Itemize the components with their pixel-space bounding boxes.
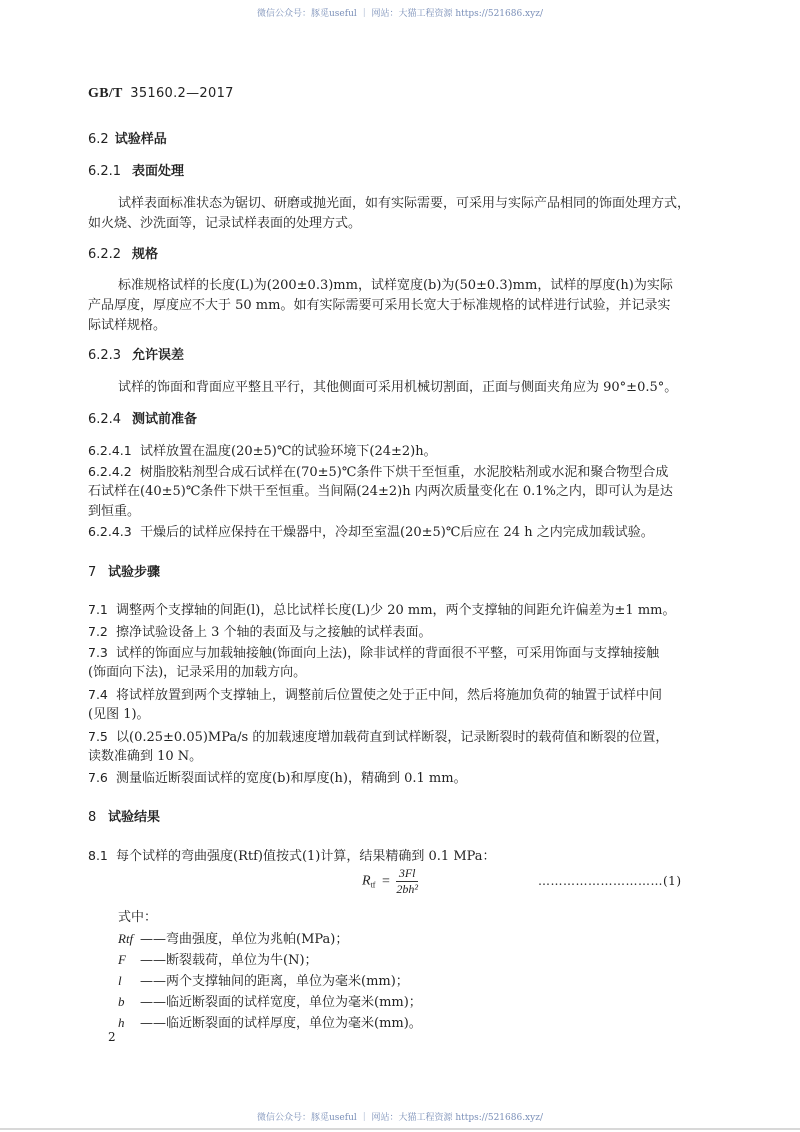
heading-number: 6.2.2 (88, 247, 122, 262)
clause-text: 擦净试验设备上 3 个轴的表面及与之接触的试样表面。 (116, 625, 432, 640)
std-prefix: GB/T (88, 86, 123, 101)
clause-number: 7.3 (88, 645, 108, 660)
heading-number: 6.2 (88, 132, 109, 147)
clause-text: 树脂胶粘剂型合成石试样在(70±5)℃条件下烘干至恒重，水泥胶粘剂或水泥和聚合物型合成 (140, 465, 669, 480)
paragraph-line: 到恒重。 (88, 504, 141, 519)
symbol: l (118, 973, 122, 988)
heading-number: 7 (88, 565, 97, 580)
symbol: F (118, 952, 126, 967)
clause-7-2 (88, 622, 432, 643)
heading-number: 6.2.3 (88, 348, 122, 363)
formula-flexural-strength: $R_{tf}$ = $\frac{3Fl}{\text{2bh²}}$ (362, 866, 418, 896)
paragraph-line: (见图 1)。 (88, 707, 150, 722)
paragraph-line: (饰面向下法)，记录采用的加载方向。 (88, 665, 307, 680)
formula-lhs-subscript: tf (370, 880, 376, 890)
clause-7-3 (88, 643, 659, 664)
page-number: 2 (108, 1030, 116, 1044)
symbol-description: ——两个支撑轴间的距离，单位为毫米(mm)； (140, 974, 409, 989)
formula-numerator: 3Fl (396, 866, 418, 882)
clause-text: 每个试样的弯曲强度(Rtf)值按式(1)计算，结果精确到 0.1 MPa： (116, 849, 496, 864)
heading-6-2-1 (88, 162, 184, 182)
heading-title: 表面处理 (132, 164, 185, 179)
symbol-description: ——弯曲强度，单位为兆帕(MPa)； (140, 932, 349, 947)
symbol-description: ——断裂载荷，单位为牛(N)； (140, 953, 318, 968)
clause-7-4 (88, 685, 662, 706)
clause-number: 7.4 (88, 687, 108, 702)
clause-6-2-4-1 (88, 441, 437, 462)
heading-number: 6.2.1 (88, 164, 122, 179)
clause-7-6 (88, 768, 467, 789)
symbol: b (118, 994, 125, 1009)
paragraph-line: 读数准确到 10 N。 (88, 749, 203, 764)
clause-number: 6.2.4.1 (88, 443, 132, 458)
clause-7-5 (88, 727, 668, 748)
where-label: 式中： (118, 910, 158, 925)
clause-number: 7.6 (88, 770, 108, 785)
clause-text: 将试样放置到两个支撑轴上，调整前后位置使之处于正中间，然后将施加负荷的轴置于试样中间 (116, 688, 663, 703)
heading-6-2-4 (88, 410, 197, 430)
paragraph-line: 试样的饰面和背面应平整且平行，其他侧面可采用机械切割面，正面与侧面夹角应为 90°±0.5°。 (118, 380, 678, 395)
heading-title: 允许误差 (132, 348, 185, 363)
symbol: h (118, 1015, 125, 1030)
page-bottom-divider (0, 1128, 800, 1130)
clause-7-1 (88, 600, 676, 621)
heading-6-2 (88, 130, 167, 150)
where-item (118, 950, 318, 971)
clause-text: 以(0.25±0.05)MPa/s 的加载速度增加载荷直到试样断裂，记录断裂时的载荷值和断裂的位置， (116, 730, 669, 745)
heading-7 (88, 563, 160, 583)
clause-number: 6.2.4.2 (88, 464, 132, 479)
formula-lhs: R (362, 873, 371, 889)
watermark-top: 微信公众号：豚觅useful ｜ 网站：大猫工程资源 https://521686.xyz/ (257, 9, 543, 19)
symbol: Rtf (118, 931, 134, 946)
clause-text: 试样放置在温度(20±5)℃的试验环境下(24±2)h。 (140, 444, 437, 459)
where-item (118, 929, 348, 950)
watermark-bottom: 微信公众号：豚觅useful ｜ 网站：大猫工程资源 https://521686.xyz/ (257, 1113, 543, 1123)
formula-denominator: 2bh² (396, 882, 418, 896)
formula-fraction (396, 866, 418, 897)
clause-number: 7.5 (88, 729, 108, 744)
clause-6-2-4-3 (88, 522, 654, 543)
clause-number: 8.1 (88, 848, 108, 863)
where-item (118, 992, 422, 1013)
symbol-description: ——临近断裂面的试样厚度，单位为毫米(mm)。 (140, 1016, 422, 1031)
paragraph-line: 石试样在(40±5)℃条件下烘干至恒重。当间隔(24±2)h 内两次质量变化在 0.1%之内，即可认为是达 (88, 484, 673, 499)
heading-6-2-3 (88, 346, 184, 366)
clause-number: 7.1 (88, 602, 108, 617)
heading-title: 规格 (132, 247, 159, 262)
std-number: 35160.2—2017 (130, 86, 234, 101)
heading-title: 试验结果 (108, 810, 161, 825)
paragraph-line: 标准规格试样的长度(L)为(200±0.3)mm，试样宽度(b)为(50±0.3)mm，试样的厚度(h)为实际 (118, 278, 673, 293)
clause-number: 7.2 (88, 624, 108, 639)
heading-number: 6.2.4 (88, 412, 122, 427)
symbol-description: ——临近断裂面的试样宽度，单位为毫米(mm)； (140, 995, 422, 1010)
clause-8-1 (88, 846, 496, 867)
paragraph-line: 如火烧、沙洗面等，记录试样表面的处理方式。 (88, 216, 362, 231)
clause-number: 6.2.4.3 (88, 524, 132, 539)
clause-text: 干燥后的试样应保持在干燥器中，冷却至室温(20±5)℃后应在 24 h 之内完成加载试验。 (140, 525, 654, 540)
standard-number (88, 86, 234, 102)
heading-title: 测试前准备 (132, 412, 198, 427)
paragraph-line: 产品厚度，厚度应不大于 50 mm。如有实际需要可采用长宽大于标准规格的试样进行试验，并记录实 (88, 298, 671, 313)
paragraph-line: 际试样规格。 (88, 318, 167, 333)
equation-number: …………………………(1) (538, 874, 682, 888)
heading-6-2-2 (88, 245, 158, 265)
where-item (118, 971, 409, 992)
where-item (118, 1013, 422, 1034)
heading-title: 试验步骤 (108, 565, 161, 580)
clause-text: 测量临近断裂面试样的宽度(b)和厚度(h)，精确到 0.1 mm。 (116, 771, 467, 786)
heading-title: 试验样品 (114, 132, 167, 147)
clause-6-2-4-2 (88, 462, 668, 483)
clause-text: 调整两个支撑轴的间距(l)，总比试样长度(L)少 20 mm，两个支撑轴的间距允许偏差为±1 mm。 (116, 603, 676, 618)
heading-8 (88, 808, 160, 828)
paragraph-line: 试样表面标准状态为锯切、研磨或抛光面，如有实际需要，可采用与实际产品相同的饰面处理方式， (118, 196, 691, 211)
clause-text: 试样的饰面应与加载轴接触(饰面向上法)，除非试样的背面很不平整，可采用饰面与支撑轴接触 (116, 646, 660, 661)
heading-number: 8 (88, 810, 97, 825)
